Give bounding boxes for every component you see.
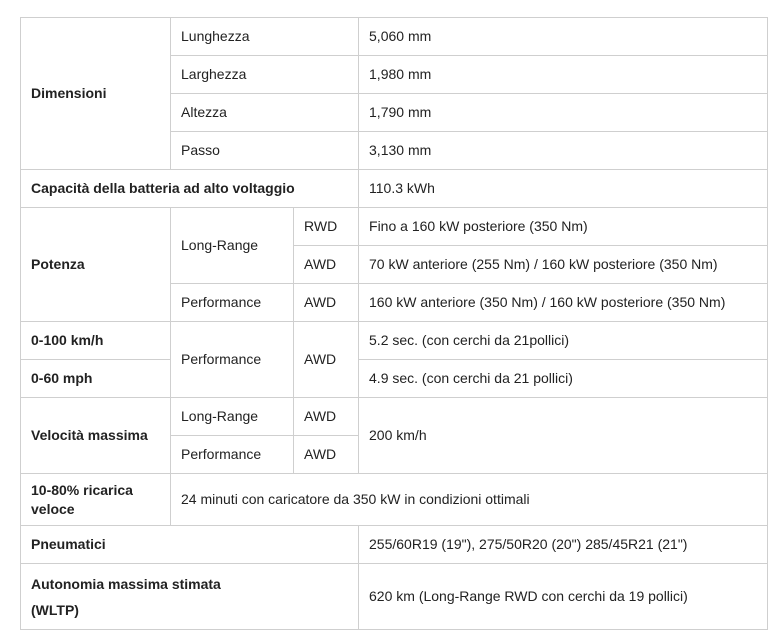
larghezza-value: 1,980 mm — [359, 56, 768, 94]
table-row — [21, 208, 768, 246]
potenza-performance-drive: AWD — [294, 284, 359, 322]
batteria-value: 110.3 kWh — [359, 170, 768, 208]
potenza-label: Potenza — [21, 208, 171, 322]
larghezza-label: Larghezza — [171, 56, 359, 94]
table-row — [21, 526, 768, 564]
velocita-performance-drive: AWD — [294, 436, 359, 474]
potenza-long-range-label: Long-Range — [171, 208, 294, 284]
lunghezza-label: Lunghezza — [171, 18, 359, 56]
altezza-value: 1,790 mm — [359, 94, 768, 132]
passo-value: 3,130 mm — [359, 132, 768, 170]
potenza-performance-label: Performance — [171, 284, 294, 322]
potenza-value-awd: 70 kW anteriore (255 Nm) / 160 kW posteriore (350 Nm) — [359, 246, 768, 284]
ricarica-label: 10-80% ricarica veloce — [21, 474, 171, 526]
accel-drive: AWD — [294, 322, 359, 398]
autonomia-label: Autonomia massima stimata (WLTP) — [21, 564, 359, 630]
dimensioni-label: Dimensioni — [21, 18, 171, 170]
pneumatici-label: Pneumatici — [21, 526, 359, 564]
potenza-drive-rwd: RWD — [294, 208, 359, 246]
table-row — [21, 322, 768, 360]
table-row — [21, 398, 768, 436]
lunghezza-value: 5,060 mm — [359, 18, 768, 56]
accel-mph-value: 4.9 sec. (con cerchi da 21 pollici) — [359, 360, 768, 398]
accel-mph-label: 0-60 mph — [21, 360, 171, 398]
velocita-long-range-label: Long-Range — [171, 398, 294, 436]
accel-kmh-label: 0-100 km/h — [21, 322, 171, 360]
potenza-performance-value: 160 kW anteriore (350 Nm) / 160 kW posteriore (350 Nm) — [359, 284, 768, 322]
batteria-label: Capacità della batteria ad alto voltaggio — [21, 170, 359, 208]
passo-label: Passo — [171, 132, 359, 170]
velocita-label: Velocità massima — [21, 398, 171, 474]
table-row — [21, 170, 768, 208]
table-row — [21, 18, 768, 56]
altezza-label: Altezza — [171, 94, 359, 132]
ricarica-value: 24 minuti con caricatore da 350 kW in condizioni ottimali — [171, 474, 768, 526]
velocita-long-range-drive: AWD — [294, 398, 359, 436]
spec-table — [20, 17, 768, 630]
table-row — [21, 474, 768, 526]
accel-version: Performance — [171, 322, 294, 398]
potenza-drive-awd: AWD — [294, 246, 359, 284]
accel-kmh-value: 5.2 sec. (con cerchi da 21pollici) — [359, 322, 768, 360]
table-row — [21, 360, 768, 398]
pneumatici-value: 255/60R19 (19"), 275/50R20 (20") 285/45R21 (21") — [359, 526, 768, 564]
velocita-performance-label: Performance — [171, 436, 294, 474]
table-row — [21, 564, 768, 630]
potenza-value-rwd: Fino a 160 kW posteriore (350 Nm) — [359, 208, 768, 246]
velocita-value: 200 km/h — [359, 398, 768, 474]
autonomia-value: 620 km (Long-Range RWD con cerchi da 19 pollici) — [359, 564, 768, 630]
